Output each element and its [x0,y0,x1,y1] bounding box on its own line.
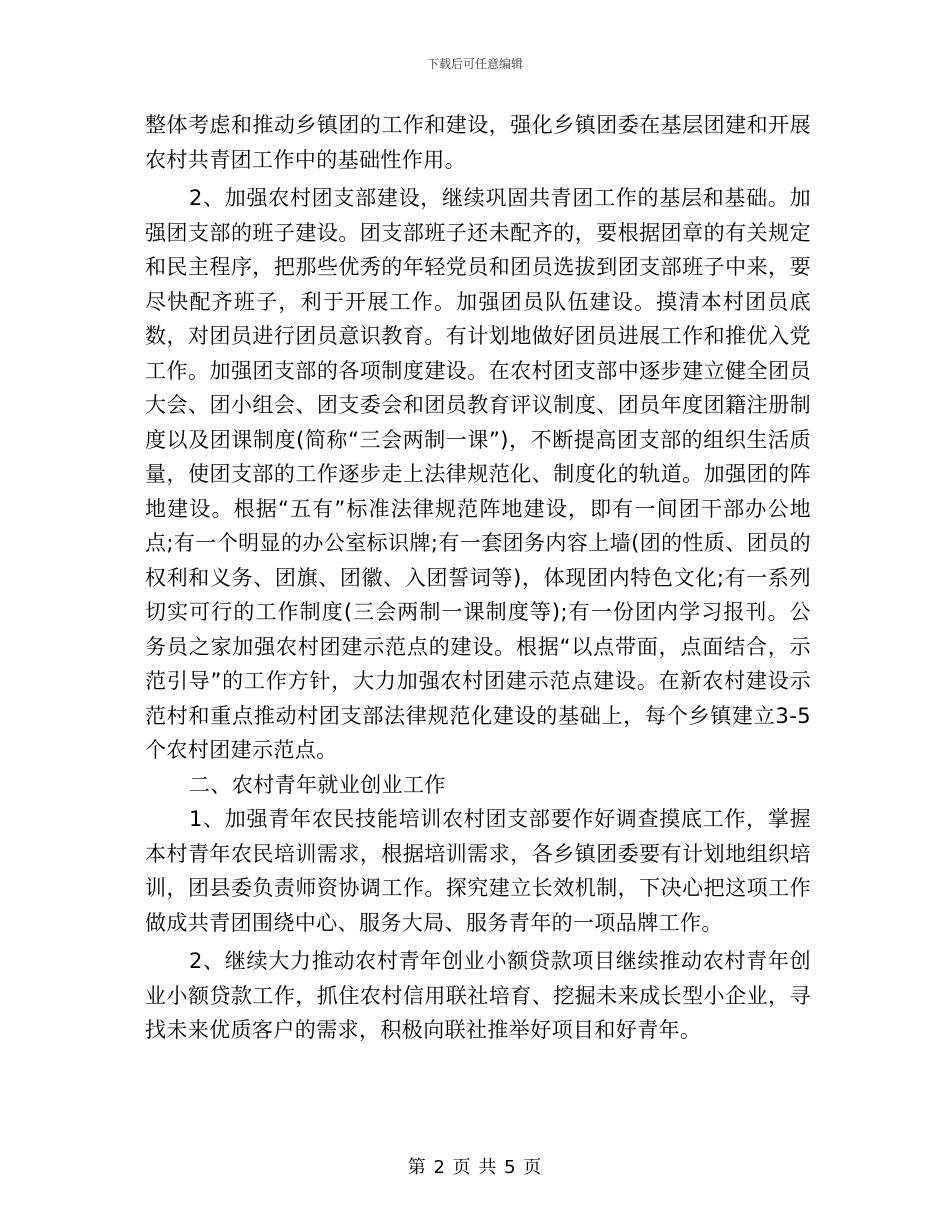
document-body [145,108,811,1048]
paragraph: 2、继续大力推动农村青年创业小额贷款项目继续推动农村青年创业小额贷款工作，抓住农村信用联社培育、挖掘未来成长型小企业，寻找未来优质客户的需求，积极向联社推举好项目和好青年。 [145,949,811,1042]
page-number: 第 2 页 共 5 页 [407,1157,543,1178]
page-header: 下载后可任意编辑 [426,57,523,71]
paragraph: 2、加强农村团支部建设，继续巩固共青团工作的基层和基础。加强团支部的班子建设。团支部班子还未配齐的，要根据团章的有关规定和民主程序，把那些优秀的年轻党员和团员选拔到团支部班子中来，要尽快配齐班子，利于开展工作。加强团员队伍建设。摸清本村团员底数，对团员进行团员意识教育。有计划地做好团员进展工作和推优入党工作。加强团支部的各项制度建设。在农村团支部中逐步建立健全团员大会、团小组会、团支委会和团员教育评议制度、团员年度团籍注册制度以及团课制度(简称“三会两制一课”)，不断提高团支部的组织生活质量，使团支部的工作逐步走上法律规范化、制度化的轨道。加强团的阵地建设。根据“五有”标准法律规范阵地建设，即有一间团干部办公地点;有一个明显的办公室标识牌;有一套团务内容上墙(团的性质、团员的权利和义务、团旗、团徽、入团誓词等)，体现团内特色文化;有一系列切实可行的工作制度(三会两制一课制度等);有一份团内学习报刊。公务员之家加强农村团建示范点的建设。根据“以点带面，点面结合，示范引导”的工作方针，大力加强农村团建示范点建设。在新农村建设示范村和重点推动村团支部法律规范化建设的基础上，每个乡镇建立3-5个农村团建示范点。 [145,186,811,762]
paragraph: 1、加强青年农民技能培训农村团支部要作好调查摸底工作，掌握本村青年农民培训需求，根据培训需求，各乡镇团委要有计划地组织培训，团县委负责师资协调工作。探究建立长效机制，下决心把这项工作做成共青团围绕中心、服务大局、服务青年的一项品牌工作。 [145,807,811,935]
section-heading: 二、农村青年就业创业工作 [189,772,446,797]
paragraph: 整体考虑和推动乡镇团的工作和建设，强化乡镇团委在基层团建和开展农村共青团工作中的基础性作用。 [145,113,811,172]
